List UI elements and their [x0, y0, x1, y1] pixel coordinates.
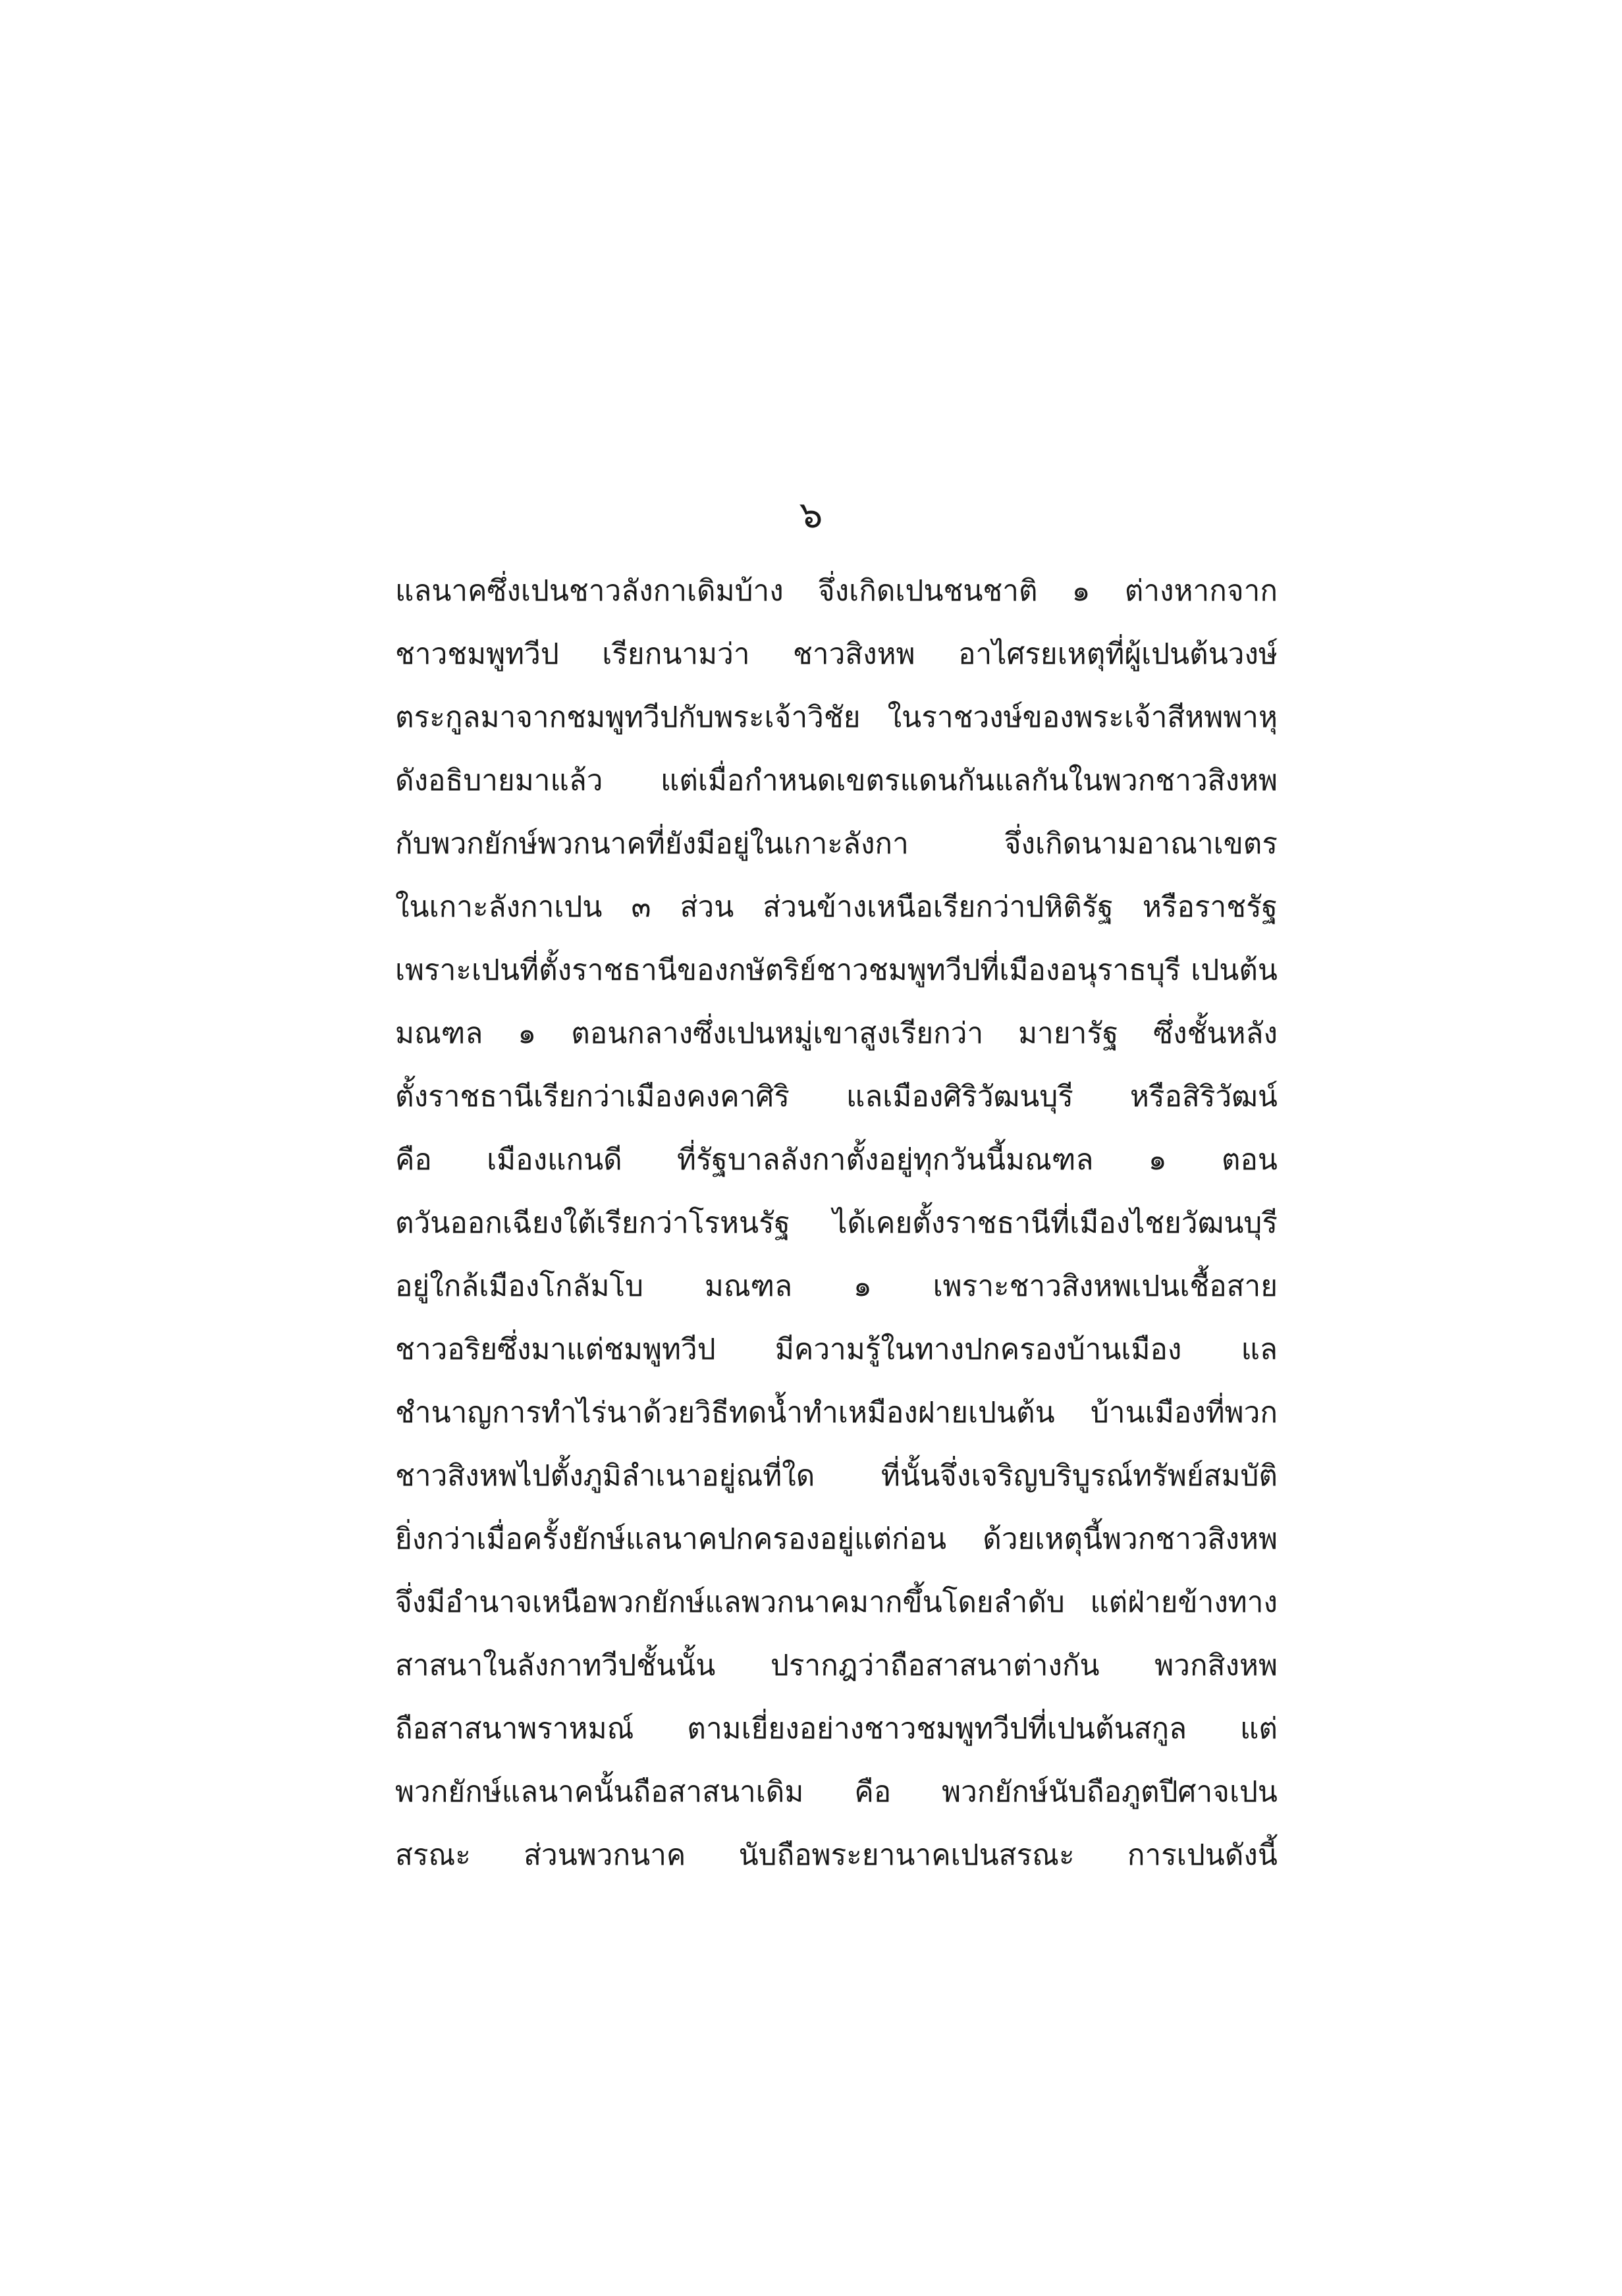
text-line: จึ่งมีอำนาจเหนือพวกยักษ์แลพวกนาคมากขึ้นโดยลำดับ แต่ฝ่ายข้างทาง — [395, 1586, 1278, 1619]
text-line: ยิ่งกว่าเมื่อครั้งยักษ์แลนาคปกครองอยู่แต่ก่อน ด้วยเหตุนี้พวกชาวสิงหพ — [395, 1522, 1278, 1556]
text-line: กับพวกยักษ์พวกนาคที่ยังมีอยู่ในเกาะลังกา จึ่งเกิดนามอาณาเขตร — [395, 827, 1278, 861]
text-line: สาสนาในลังกาทวีปชั้นนั้น ปรากฎว่าถือสาสนาต่างกัน พวกสิงหพ — [395, 1649, 1278, 1682]
text-line: ตวันออกเฉียงใต้เรียกว่าโรหนรัฐ ได้เคยตั้งราชธานีที่เมืองไชยวัฒนบุรี — [395, 1206, 1278, 1240]
text-line: ชำนาญการทำไร่นาด้วยวิธีทดน้ำทำเหมืองฝายเปนต้น บ้านเมืองที่พวก — [395, 1396, 1278, 1429]
text-line: ชาวชมพูทวีป เรียกนามว่า ชาวสิงหพ อาไศรยเหตุที่ผู้เปนต้นวงษ์ — [395, 637, 1278, 671]
text-line: ตระกูลมาจากชมพูทวีปกับพระเจ้าวิชัย ในราชวงษ์ของพระเจ้าสีหพพาหุ — [395, 701, 1278, 734]
text-line: ชาวอริยซึ่งมาแต่ชมพูทวีป มีความรู้ในทางปกครองบ้านเมือง แล — [395, 1333, 1278, 1366]
page-number: ๖ — [799, 494, 823, 537]
body-text — [395, 560, 1278, 1887]
text-line: ดังอธิบายมาแล้ว แต่เมื่อกำหนดเขตรแดนกันแลกันในพวกชาวสิงหพ — [395, 764, 1278, 797]
text-line: ในเกาะลังกาเปน ๓ ส่วน ส่วนข้างเหนือเรียกว่าปหิติรัฐ หรือราชรัฐ — [395, 890, 1278, 924]
text-line: อยู่ใกล้เมืองโกลัมโบ มณฑล ๑ เพราะชาวสิงหพเปนเชื้อสาย — [395, 1269, 1278, 1303]
text-line: ถือสาสนาพราหมณ์ ตามเยี่ยงอย่างชาวชมพูทวีปที่เปนต้นสกูล แต่ — [395, 1712, 1278, 1746]
text-line: สรณะ ส่วนพวกนาค นับถือพระยานาคเปนสรณะ การเปนดังนี้ — [395, 1838, 1278, 1872]
text-line: แลนาคซึ่งเปนชาวลังกาเดิมบ้าง จึ่งเกิดเปนชนชาติ ๑ ต่างหากจาก — [395, 574, 1278, 608]
text-line: พวกยักษ์แลนาคนั้นถือสาสนาเดิม คือ พวกยักษ์นับถือภูตปีศาจเปน — [395, 1775, 1278, 1809]
text-line: เพราะเปนที่ตั้งราชธานีของกษัตริย์ชาวชมพูทวีปที่เมืองอนุราธบุรี เปนต้น — [395, 953, 1278, 987]
text-line: ชาวสิงหพไปตั้งภูมิลำเนาอยู่ณที่ใด ที่นั้นจึ่งเจริญบริบูรณ์ทรัพย์สมบัติ — [395, 1459, 1278, 1493]
text-line: คือ เมืองแกนดี ที่รัฐบาลลังกาตั้งอยู่ทุกวันนี้มณฑล ๑ ตอน — [395, 1143, 1278, 1177]
text-line: ตั้งราชธานีเรียกว่าเมืองคงคาศิริ แลเมืองศิริวัฒนบุรี หรือสิริวัฒน์ — [395, 1080, 1278, 1113]
text-line: มณฑล ๑ ตอนกลางซึ่งเปนหมู่เขาสูงเรียกว่า มายารัฐ ซึ่งชั้นหลัง — [395, 1017, 1278, 1050]
